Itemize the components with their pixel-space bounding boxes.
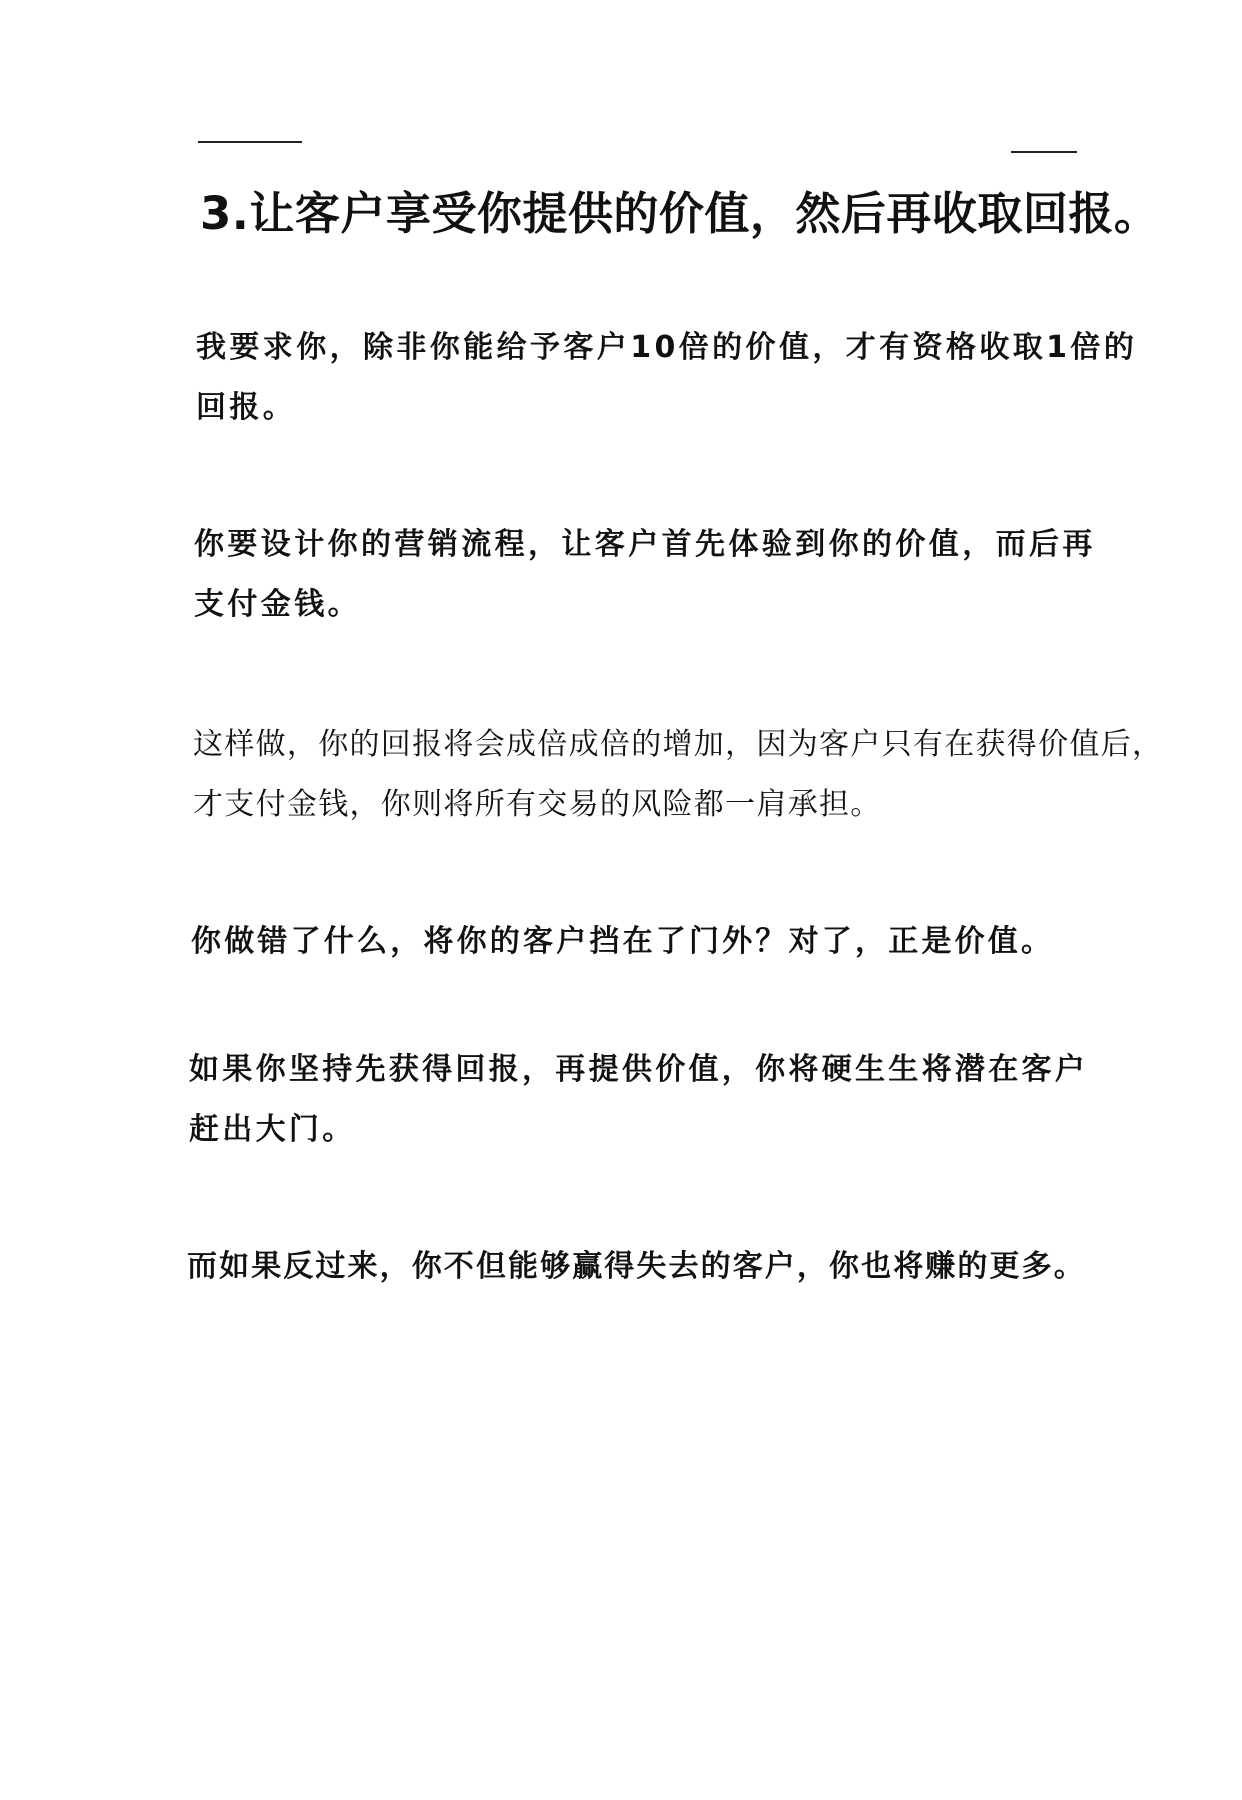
paragraph-line: 回报。: [196, 390, 297, 425]
paragraph-line: 这样做，你的回报将会成倍成倍的增加，因为客户只有在获得价值后，: [193, 727, 1164, 762]
paragraph-6: [187, 1237, 1086, 1297]
paragraph-5: [189, 1040, 1089, 1160]
paragraph-3: [193, 715, 1164, 835]
paragraph-line: 我要求你，除非你能给予客户10倍的价值，才有资格收取1倍的: [196, 330, 1138, 365]
paragraph-line: 才支付金钱，你则将所有交易的风险都一肩承担。: [193, 787, 882, 822]
top-left-rule: [198, 141, 302, 143]
top-right-rule: [1011, 151, 1077, 153]
paragraph-line: 你做错了什么，将你的客户挡在了门外？对了，正是价值。: [191, 924, 1055, 959]
paragraph-1: [196, 318, 1138, 438]
paragraph-4: [191, 912, 1071, 972]
paragraph-line: 而如果反过来，你不但能够赢得失去的客户，你也将赚的更多。: [187, 1249, 1086, 1284]
paragraph-line: 赶出大门。: [189, 1112, 356, 1147]
paragraph-line: 如果你坚持先获得回报，再提供价值，你将硬生生将潜在客户: [189, 1052, 1089, 1087]
section-heading: 3.让客户享受你提供的价值，然后再收取回报。: [200, 187, 1160, 240]
paragraph-line: 你要设计你的营销流程，让客户首先体验到你的价值，而后再: [194, 527, 1096, 562]
paragraph-line: 支付金钱。: [194, 587, 361, 622]
paragraph-2: [194, 515, 1096, 635]
